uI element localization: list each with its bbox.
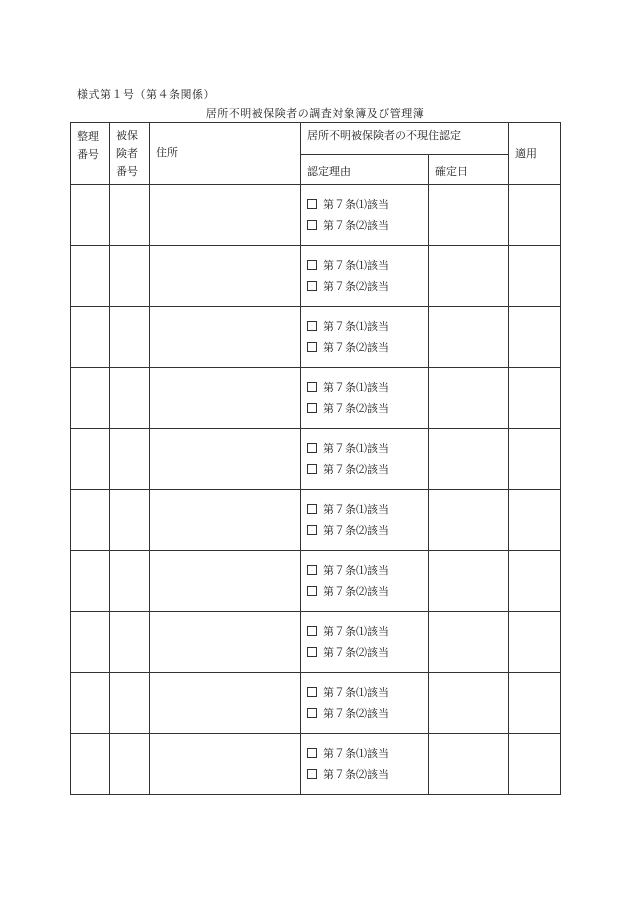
reason-option: [307, 621, 428, 642]
remarks-cell[interactable]: [509, 673, 561, 734]
reason-option: [307, 316, 428, 337]
seiri-number-cell[interactable]: [71, 368, 110, 429]
header-insured-number: [110, 123, 150, 185]
header-row-top: [71, 123, 561, 155]
reason-option: [307, 276, 428, 297]
insured-number-cell[interactable]: [110, 734, 150, 795]
address-cell[interactable]: [150, 246, 301, 307]
reason-option-label: 第７条⑵該当: [323, 585, 389, 598]
reason-option: [307, 215, 428, 236]
table-row: [71, 246, 561, 307]
confirmed-date-cell[interactable]: [429, 185, 509, 246]
seiri-number-cell[interactable]: [71, 185, 110, 246]
confirmed-date-cell[interactable]: [429, 673, 509, 734]
table-row: [71, 673, 561, 734]
reason-cell: [301, 490, 429, 551]
checkbox[interactable]: [307, 586, 317, 596]
header-non-residence-group: 居所不明被保険者の不現住認定: [301, 123, 509, 155]
reason-option: [307, 459, 428, 480]
table-row: [71, 429, 561, 490]
checkbox[interactable]: [307, 342, 317, 352]
checkbox[interactable]: [307, 647, 317, 657]
confirmed-date-cell[interactable]: [429, 368, 509, 429]
remarks-cell[interactable]: [509, 551, 561, 612]
header-reason: 認定理由: [301, 155, 429, 185]
table-row: [71, 185, 561, 246]
seiri-number-cell[interactable]: [71, 734, 110, 795]
header-hiho-line3: 番号: [116, 165, 138, 178]
checkbox[interactable]: [307, 565, 317, 575]
header-seiri-number: [71, 123, 110, 185]
reason-cell: [301, 734, 429, 795]
reason-option-label: 第７条⑴該当: [323, 503, 389, 516]
reason-option-label: 第７条⑴該当: [323, 686, 389, 699]
address-cell[interactable]: [150, 185, 301, 246]
reason-option: [307, 642, 428, 663]
checkbox[interactable]: [307, 748, 317, 758]
header-hiho-line1: 被保: [116, 129, 138, 142]
insured-number-cell[interactable]: [110, 307, 150, 368]
table-row: [71, 612, 561, 673]
header-remarks: 適用: [509, 123, 561, 185]
reason-option-label: 第７条⑴該当: [323, 747, 389, 760]
table-row: [71, 551, 561, 612]
reason-option-label: 第７条⑴該当: [323, 259, 389, 272]
header-seiri-line1: 整理: [77, 130, 99, 143]
reason-option-label: 第７条⑵該当: [323, 524, 389, 537]
checkbox[interactable]: [307, 504, 317, 514]
reason-option-label: 第７条⑵該当: [323, 219, 389, 232]
reason-option: [307, 377, 428, 398]
checkbox[interactable]: [307, 464, 317, 474]
checkbox[interactable]: [307, 321, 317, 331]
remarks-cell[interactable]: [509, 368, 561, 429]
reason-option-label: 第７条⑵該当: [323, 646, 389, 659]
seiri-number-cell[interactable]: [71, 246, 110, 307]
reason-option-label: 第７条⑵該当: [323, 402, 389, 415]
remarks-cell[interactable]: [509, 490, 561, 551]
reason-option: [307, 255, 428, 276]
reason-option-label: 第７条⑴該当: [323, 320, 389, 333]
insured-number-cell[interactable]: [110, 246, 150, 307]
table-row: [71, 490, 561, 551]
table-row: [71, 307, 561, 368]
address-cell[interactable]: [150, 307, 301, 368]
reason-option-label: 第７条⑵該当: [323, 768, 389, 781]
seiri-number-cell[interactable]: [71, 307, 110, 368]
remarks-cell[interactable]: [509, 246, 561, 307]
seiri-number-cell[interactable]: [71, 612, 110, 673]
checkbox[interactable]: [307, 403, 317, 413]
seiri-number-cell[interactable]: [71, 429, 110, 490]
remarks-cell[interactable]: [509, 429, 561, 490]
confirmed-date-cell[interactable]: [429, 612, 509, 673]
header-confirmed-date: 確定日: [429, 155, 509, 185]
checkbox[interactable]: [307, 443, 317, 453]
insured-number-cell[interactable]: [110, 673, 150, 734]
reason-option: [307, 194, 428, 215]
insured-number-cell[interactable]: [110, 551, 150, 612]
checkbox[interactable]: [307, 626, 317, 636]
header-seiri-line2: 番号: [77, 148, 99, 161]
confirmed-date-cell[interactable]: [429, 734, 509, 795]
address-cell[interactable]: [150, 368, 301, 429]
confirmed-date-cell[interactable]: [429, 246, 509, 307]
confirmed-date-cell[interactable]: [429, 551, 509, 612]
address-cell[interactable]: [150, 551, 301, 612]
reason-option: [307, 560, 428, 581]
seiri-number-cell[interactable]: [71, 673, 110, 734]
reason-option: [307, 581, 428, 602]
confirmed-date-cell[interactable]: [429, 490, 509, 551]
reason-option-label: 第７条⑴該当: [323, 564, 389, 577]
reason-option: [307, 398, 428, 419]
reason-option: [307, 764, 428, 785]
insured-number-cell[interactable]: [110, 185, 150, 246]
address-cell[interactable]: [150, 734, 301, 795]
checkbox[interactable]: [307, 525, 317, 535]
reason-option: [307, 499, 428, 520]
reason-cell: [301, 612, 429, 673]
remarks-cell[interactable]: [509, 185, 561, 246]
reason-cell: [301, 673, 429, 734]
form-title: 居所不明被保険者の調査対象簿及び管理簿: [205, 107, 425, 120]
confirmed-date-cell[interactable]: [429, 307, 509, 368]
remarks-cell[interactable]: [509, 734, 561, 795]
seiri-number-cell[interactable]: [71, 551, 110, 612]
register-table: [70, 122, 561, 795]
reason-option: [307, 703, 428, 724]
reason-option-label: 第７条⑴該当: [323, 442, 389, 455]
checkbox[interactable]: [307, 281, 317, 291]
checkbox[interactable]: [307, 382, 317, 392]
reason-option-label: 第７条⑵該当: [323, 280, 389, 293]
reason-option-label: 第７条⑴該当: [323, 198, 389, 211]
table-row: [71, 734, 561, 795]
checkbox[interactable]: [307, 260, 317, 270]
form-number-label: 様式第１号（第４条関係）: [77, 88, 215, 101]
reason-option: [307, 337, 428, 358]
insured-number-cell[interactable]: [110, 368, 150, 429]
address-cell[interactable]: [150, 429, 301, 490]
seiri-number-cell[interactable]: [71, 490, 110, 551]
reason-cell: [301, 246, 429, 307]
reason-option-label: 第７条⑴該当: [323, 381, 389, 394]
address-cell[interactable]: [150, 490, 301, 551]
reason-cell: [301, 429, 429, 490]
reason-cell: [301, 551, 429, 612]
checkbox[interactable]: [307, 708, 317, 718]
insured-number-cell[interactable]: [110, 429, 150, 490]
header-hiho-line2: 険者: [116, 147, 138, 160]
remarks-cell[interactable]: [509, 612, 561, 673]
reason-option-label: 第７条⑵該当: [323, 463, 389, 476]
reason-option-label: 第７条⑵該当: [323, 341, 389, 354]
reason-option: [307, 438, 428, 459]
insured-number-cell[interactable]: [110, 612, 150, 673]
reason-cell: [301, 368, 429, 429]
address-cell[interactable]: [150, 612, 301, 673]
reason-option-label: 第７条⑴該当: [323, 625, 389, 638]
checkbox[interactable]: [307, 199, 317, 209]
checkbox[interactable]: [307, 769, 317, 779]
address-cell[interactable]: [150, 673, 301, 734]
reason-cell: [301, 185, 429, 246]
table-row: [71, 368, 561, 429]
checkbox[interactable]: [307, 687, 317, 697]
reason-cell: [301, 307, 429, 368]
reason-option: [307, 520, 428, 541]
reason-option: [307, 682, 428, 703]
header-address: 住所: [150, 123, 301, 185]
reason-option-label: 第７条⑵該当: [323, 707, 389, 720]
reason-option: [307, 743, 428, 764]
insured-number-cell[interactable]: [110, 490, 150, 551]
remarks-cell[interactable]: [509, 307, 561, 368]
checkbox[interactable]: [307, 220, 317, 230]
confirmed-date-cell[interactable]: [429, 429, 509, 490]
